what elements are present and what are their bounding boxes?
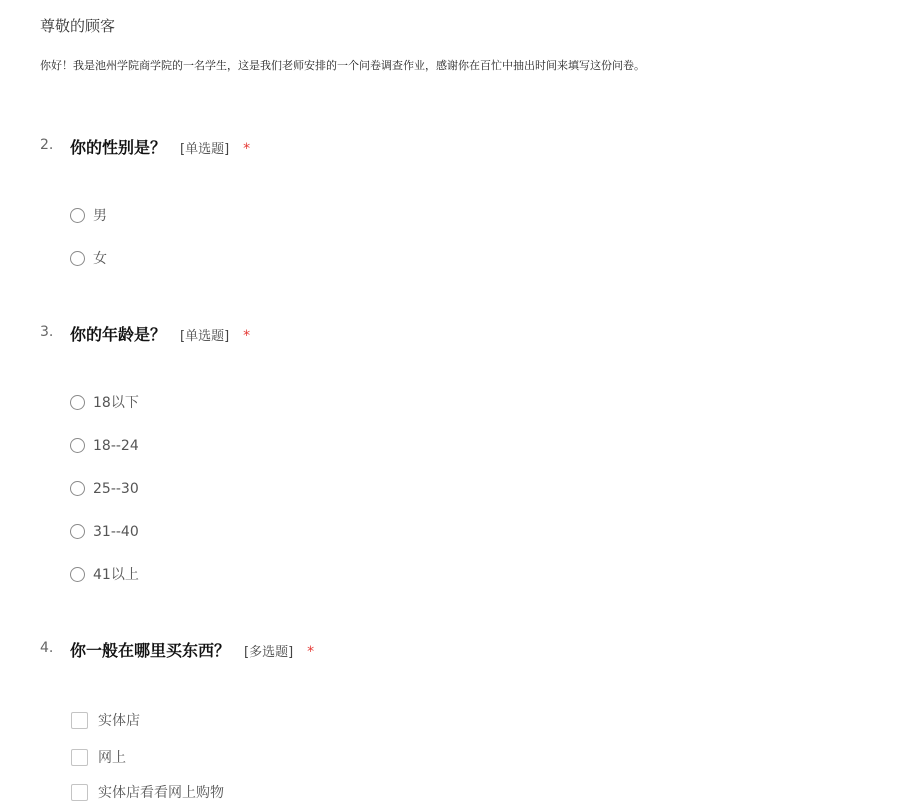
survey-intro-text: 你好！我是池州学院商学院的一名学生，这是我们老师安排的一个问卷调查作业，感谢你在百忙中抽出时间来填写这份问卷。 [40, 59, 645, 72]
survey-greeting-title: 尊敬的顾客 [40, 17, 116, 35]
question-number: 3. [40, 324, 54, 340]
radio-button[interactable] [70, 438, 85, 453]
option-label: 女 [93, 251, 107, 267]
question-title-text: 你的性别是？ [70, 138, 167, 157]
checkbox[interactable] [71, 784, 88, 801]
radio-button[interactable] [70, 251, 85, 266]
option-label: 18以下 [93, 395, 139, 411]
question-number: 2. [40, 137, 54, 153]
radio-button[interactable] [70, 567, 85, 582]
radio-button[interactable] [70, 395, 85, 410]
required-mark: * [243, 328, 251, 344]
radio-button[interactable] [70, 481, 85, 496]
question-title-text: 你一般在哪里买东西？ [70, 641, 231, 660]
option-label: 41以上 [93, 567, 139, 583]
option-label: 实体店看看网上购物 [98, 785, 224, 801]
checkbox[interactable] [71, 712, 88, 729]
option-label: 18--24 [93, 438, 139, 454]
question-title [70, 322, 250, 345]
option-label: 25--30 [93, 481, 139, 497]
checkbox[interactable] [71, 749, 88, 766]
question-title-text: 你的年龄是？ [70, 325, 167, 344]
option-label: 31--40 [93, 524, 139, 540]
option-label: 实体店 [98, 713, 140, 729]
required-mark: * [243, 141, 251, 157]
option-label: 网上 [98, 750, 126, 766]
radio-button[interactable] [70, 524, 85, 539]
question-type-tag: [多选题] [244, 645, 294, 660]
question-type-tag: [单选题] [180, 142, 230, 157]
question-title [70, 638, 314, 661]
option-label: 男 [93, 208, 107, 224]
question-type-tag: [单选题] [180, 329, 230, 344]
question-title [70, 135, 250, 158]
required-mark: * [307, 644, 315, 660]
radio-button[interactable] [70, 208, 85, 223]
question-number: 4. [40, 640, 54, 656]
